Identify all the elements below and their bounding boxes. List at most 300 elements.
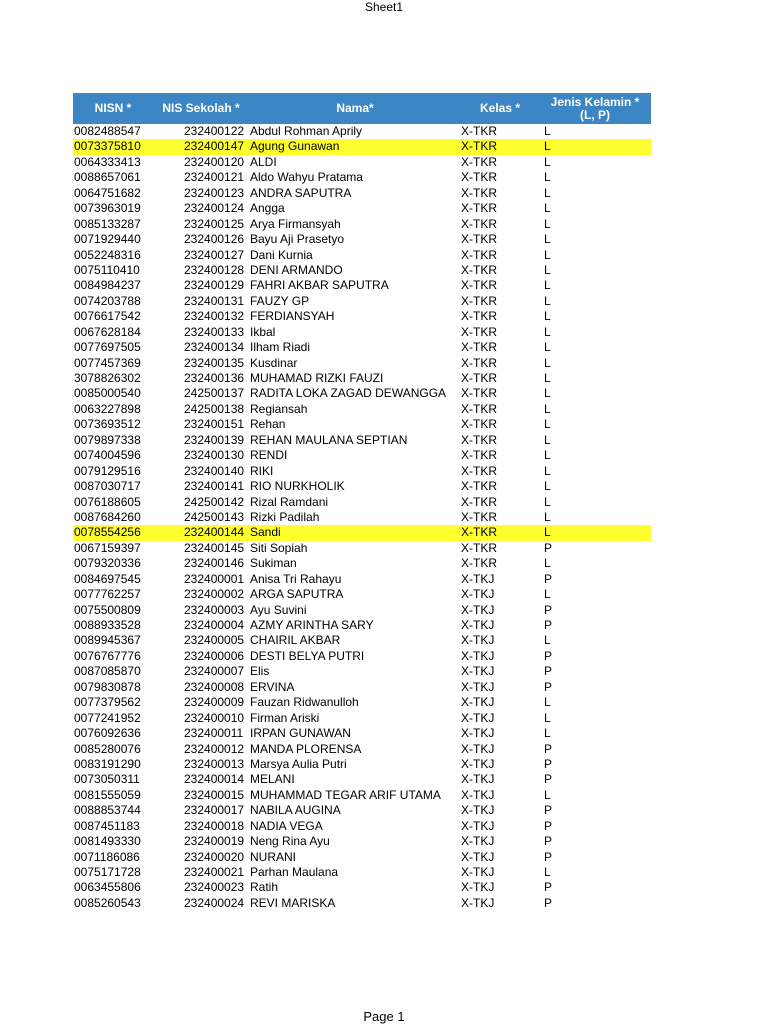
cell-kelas: X-TKR [461, 525, 497, 540]
table-row [73, 865, 651, 880]
cell-jenis-kelamin: P [544, 818, 553, 833]
table-row [73, 309, 651, 324]
cell-nis-sekolah: 232400135 [184, 355, 245, 370]
cell-nisn: 0083191290 [74, 756, 141, 771]
cell-jenis-kelamin: L [544, 139, 551, 154]
cell-kelas: X-TKJ [461, 865, 495, 879]
table-row [73, 572, 651, 587]
cell-kelas: X-TKR [461, 371, 497, 385]
cell-nis-sekolah: 232400120 [184, 154, 245, 169]
table-row [73, 819, 651, 834]
cell-jenis-kelamin: L [544, 324, 551, 339]
cell-nama: Angga [250, 201, 285, 216]
cell-nis-sekolah: 232400126 [184, 232, 245, 247]
cell-nis-sekolah: 232400005 [184, 633, 245, 648]
cell-nis-sekolah: 232400136 [184, 371, 245, 385]
cell-nama: ANDRA SAPUTRA [250, 185, 352, 200]
cell-nama: Agung Gunawan [250, 139, 340, 154]
cell-jenis-kelamin: L [544, 232, 551, 247]
cell-kelas: X-TKJ [461, 772, 495, 787]
table-row [73, 803, 651, 818]
cell-nisn: 0084697545 [74, 571, 141, 586]
cell-kelas: X-TKJ [461, 664, 495, 679]
table-row [73, 417, 651, 432]
cell-kelas: X-TKR [461, 556, 497, 571]
cell-kelas: X-TKJ [461, 695, 495, 710]
cell-nis-sekolah: 232400002 [184, 587, 245, 602]
cell-nama: AZMY ARINTHA SARY [250, 618, 374, 632]
cell-kelas: X-TKR [461, 417, 497, 432]
cell-nisn: 0087451183 [74, 818, 140, 833]
cell-nis-sekolah: 232400125 [184, 216, 245, 231]
cell-nis-sekolah: 232400011 [184, 726, 244, 741]
cell-jenis-kelamin: L [544, 371, 551, 385]
cell-kelas: X-TKJ [461, 571, 495, 586]
cell-jenis-kelamin: P [544, 648, 553, 663]
cell-jenis-kelamin: L [544, 386, 551, 401]
cell-kelas: X-TKR [461, 262, 497, 277]
cell-nisn: 0075171728 [74, 865, 141, 879]
cell-jenis-kelamin: L [544, 587, 551, 602]
cell-nis-sekolah: 232400023 [184, 880, 245, 895]
cell-nis-sekolah: 232400146 [184, 556, 245, 571]
cell-jenis-kelamin: L [544, 787, 551, 802]
cell-nis-sekolah: 232400021 [184, 865, 245, 879]
table-row [73, 664, 651, 679]
cell-jenis-kelamin: L [544, 432, 551, 447]
table-row-highlighted [73, 139, 651, 154]
cell-nisn: 0076092636 [74, 726, 141, 741]
cell-nisn: 0073963019 [74, 201, 141, 216]
table-row [73, 217, 651, 232]
cell-jenis-kelamin: L [544, 494, 551, 509]
cell-kelas: X-TKJ [461, 618, 495, 632]
cell-nama: FERDIANSYAH [250, 309, 335, 324]
cell-nama: Rehan [250, 417, 286, 432]
cell-nis-sekolah: 232400017 [184, 803, 245, 818]
cell-nisn: 0081555059 [74, 787, 141, 802]
cell-nisn: 0085000540 [74, 386, 141, 401]
table-row [73, 695, 651, 710]
cell-nisn: 0087085870 [74, 664, 141, 679]
table-row [73, 880, 651, 895]
cell-jenis-kelamin: L [544, 401, 551, 416]
cell-kelas: X-TKR [461, 386, 497, 401]
cell-nis-sekolah: 232400129 [184, 278, 245, 293]
cell-jenis-kelamin: P [544, 664, 553, 679]
cell-nis-sekolah: 232400010 [184, 710, 245, 725]
table-row [73, 356, 651, 371]
table-row [73, 248, 651, 263]
cell-nis-sekolah: 232400144 [184, 525, 245, 540]
table-row [73, 278, 651, 293]
cell-nama: Fauzan Ridwanulloh [250, 695, 359, 710]
cell-nis-sekolah: 242500142 [184, 494, 245, 509]
cell-nisn: 0085280076 [74, 741, 141, 756]
cell-nama: RIO NURKHOLIK [250, 479, 345, 494]
cell-nisn: 0075110410 [74, 262, 140, 277]
table-row [73, 556, 651, 571]
cell-jenis-kelamin: L [544, 710, 551, 725]
cell-nama: Sandi [250, 525, 281, 540]
cell-nama: Ikbal [250, 324, 276, 339]
cell-nis-sekolah: 232400141 [184, 479, 245, 494]
table-row [73, 680, 651, 695]
cell-kelas: X-TKR [461, 216, 497, 231]
cell-nama: Neng Rina Ayu [250, 834, 330, 849]
cell-nama: Parhan Maulana [250, 865, 339, 879]
cell-nama: FAUZY GP [250, 293, 310, 308]
cell-nisn: 0077762257 [74, 587, 141, 602]
cell-nis-sekolah: 232400001 [184, 571, 245, 586]
cell-nis-sekolah: 232400145 [184, 540, 245, 555]
cell-kelas: X-TKR [461, 278, 497, 293]
cell-nama: MELANI [250, 772, 295, 787]
cell-nisn: 0071929440 [74, 232, 141, 247]
cell-kelas: X-TKR [461, 247, 497, 262]
cell-nisn: 0079129516 [74, 463, 141, 478]
cell-kelas: X-TKR [461, 232, 497, 247]
cell-nis-sekolah: 232400012 [184, 741, 245, 756]
cell-nisn: 0088853744 [74, 803, 141, 818]
cell-nama: RENDI [250, 448, 288, 463]
cell-nisn: 0073375810 [74, 139, 141, 154]
cell-nama: Ayu Suvini [250, 602, 307, 617]
table-row [73, 448, 651, 463]
cell-jenis-kelamin: P [544, 540, 553, 555]
cell-nama: REVI MARISKA [250, 895, 336, 910]
table-row [73, 170, 651, 185]
cell-nama: ARGA SAPUTRA [250, 587, 344, 602]
cell-nama: MUHAMAD RIZKI FAUZI [250, 371, 384, 385]
cell-kelas: X-TKJ [461, 818, 495, 833]
cell-nis-sekolah: 232400151 [184, 417, 245, 432]
cell-nis-sekolah: 232400147 [184, 139, 245, 154]
cell-kelas: X-TKJ [461, 756, 495, 771]
cell-kelas: X-TKR [461, 494, 497, 509]
header-nisn: NISN * [94, 101, 132, 115]
cell-jenis-kelamin: P [544, 618, 553, 632]
cell-nama: Rizki Padilah [250, 509, 320, 524]
table-row [73, 371, 651, 386]
cell-nis-sekolah: 232400130 [184, 448, 245, 463]
table-row [73, 479, 651, 494]
table-row [73, 834, 651, 849]
cell-jenis-kelamin: L [544, 525, 551, 540]
table-row [73, 742, 651, 757]
cell-jenis-kelamin: L [544, 417, 551, 432]
cell-nama: Anisa Tri Rahayu [250, 571, 342, 586]
cell-nisn: 0087030717 [74, 479, 141, 494]
cell-nis-sekolah: 232400128 [184, 262, 245, 277]
cell-jenis-kelamin: L [544, 695, 551, 710]
cell-jenis-kelamin: L [544, 262, 551, 277]
cell-nisn: 0074004596 [74, 448, 141, 463]
cell-jenis-kelamin: L [544, 726, 551, 741]
cell-nisn: 0063227898 [74, 401, 141, 416]
cell-nama: Ilham Riadi [250, 340, 311, 355]
cell-kelas: X-TKR [461, 448, 497, 463]
cell-nama: ERVINA [250, 679, 295, 694]
cell-nama: Dani Kurnia [250, 247, 313, 262]
cell-kelas: X-TKJ [461, 710, 495, 725]
cell-nama: NABILA AUGINA [250, 803, 341, 818]
table-row [73, 263, 651, 278]
cell-nis-sekolah: 242500143 [184, 509, 245, 524]
cell-jenis-kelamin: L [544, 865, 551, 879]
table-row [73, 726, 651, 741]
cell-kelas: X-TKJ [461, 741, 495, 756]
cell-nis-sekolah: 232400013 [184, 756, 245, 771]
table-row [73, 386, 651, 401]
cell-nis-sekolah: 232400132 [184, 309, 245, 324]
cell-nama: Rizal Ramdani [250, 494, 329, 509]
cell-nisn: 0085260543 [74, 895, 141, 910]
cell-kelas: X-TKR [461, 154, 497, 169]
cell-nis-sekolah: 232400121 [184, 170, 245, 185]
cell-nisn: 0064751682 [74, 185, 141, 200]
cell-kelas: X-TKR [461, 401, 497, 416]
cell-nisn: 0077241952 [74, 710, 141, 725]
table-row [73, 603, 651, 618]
cell-nis-sekolah: 232400123 [184, 185, 245, 200]
table-row [73, 711, 651, 726]
cell-kelas: X-TKJ [461, 587, 495, 602]
cell-kelas: X-TKR [461, 201, 497, 216]
cell-jenis-kelamin: P [544, 849, 553, 864]
header-jenis-kelamin-title: Jenis Kelamin * [550, 94, 640, 109]
cell-nama: Firman Ariski [250, 710, 320, 725]
cell-nis-sekolah: 232400133 [184, 324, 245, 339]
cell-nama: REHAN MAULANA SEPTIAN [250, 432, 408, 447]
cell-jenis-kelamin: L [544, 154, 551, 169]
table-row [73, 402, 651, 417]
cell-jenis-kelamin: P [544, 741, 553, 756]
cell-jenis-kelamin: P [544, 803, 553, 818]
cell-nis-sekolah: 232400019 [184, 834, 245, 849]
table-row [73, 155, 651, 170]
cell-jenis-kelamin: L [544, 124, 551, 138]
cell-jenis-kelamin: L [544, 170, 551, 185]
cell-nis-sekolah: 232400007 [184, 664, 245, 679]
cell-nisn: 0082488547 [74, 124, 141, 138]
cell-jenis-kelamin: L [544, 509, 551, 524]
cell-nama: Ratih [250, 880, 279, 895]
cell-jenis-kelamin: L [544, 340, 551, 355]
header-jenis-kelamin-options: (L, P) [580, 107, 610, 122]
cell-nisn: 0079830878 [74, 679, 141, 694]
table-row [73, 850, 651, 865]
cell-nisn: 0076767776 [74, 648, 141, 663]
cell-nisn: 0071186086 [74, 849, 140, 864]
cell-kelas: X-TKR [461, 139, 497, 154]
cell-nis-sekolah: 232400139 [184, 432, 245, 447]
cell-nisn: 0073693512 [74, 417, 141, 432]
cell-nama: Kusdinar [250, 355, 298, 370]
cell-nisn: 0085133287 [74, 216, 141, 231]
cell-kelas: X-TKR [461, 540, 497, 555]
cell-nis-sekolah: 232400024 [184, 895, 245, 910]
table-row [73, 757, 651, 772]
cell-nisn: 0077457369 [74, 355, 141, 370]
cell-jenis-kelamin: L [544, 309, 551, 324]
cell-nama: Arya Firmansyah [250, 216, 341, 231]
cell-nama: RIKI [250, 463, 274, 478]
table-row [73, 788, 651, 803]
cell-kelas: X-TKR [461, 479, 497, 494]
cell-nisn: 0063455806 [74, 880, 141, 895]
cell-kelas: X-TKR [461, 170, 497, 185]
cell-nisn: 0088933528 [74, 618, 141, 632]
table-row [73, 124, 651, 139]
cell-jenis-kelamin: L [544, 278, 551, 293]
cell-kelas: X-TKR [461, 432, 497, 447]
cell-kelas: X-TKR [461, 340, 497, 355]
cell-jenis-kelamin: L [544, 185, 551, 200]
cell-kelas: X-TKJ [461, 803, 495, 818]
cell-jenis-kelamin: P [544, 679, 553, 694]
cell-jenis-kelamin: L [544, 448, 551, 463]
cell-kelas: X-TKR [461, 463, 497, 478]
table-row [73, 433, 651, 448]
cell-nis-sekolah: 232400020 [184, 849, 245, 864]
cell-nisn: 0067628184 [74, 324, 141, 339]
cell-nama: Regiansah [250, 401, 308, 416]
cell-kelas: X-TKR [461, 324, 497, 339]
table-row [73, 772, 651, 787]
header-kelas: Kelas * [479, 101, 521, 115]
table-row [73, 510, 651, 525]
cell-nis-sekolah: 232400122 [184, 124, 245, 138]
table-row [73, 649, 651, 664]
cell-nisn: 0079320336 [74, 556, 141, 571]
cell-nama: RADITA LOKA ZAGAD DEWANGGA [250, 386, 447, 401]
cell-kelas: X-TKR [461, 293, 497, 308]
cell-nisn: 0077697505 [74, 340, 141, 355]
cell-nisn: 0089945367 [74, 633, 141, 648]
cell-jenis-kelamin: L [544, 355, 551, 370]
cell-kelas: X-TKJ [461, 895, 495, 910]
cell-nama: Bayu Aji Prasetyo [250, 232, 345, 247]
cell-nama: Marsya Aulia Putri [250, 756, 347, 771]
cell-nis-sekolah: 232400018 [184, 818, 245, 833]
header-jenis-kelamin [539, 93, 651, 124]
cell-kelas: X-TKJ [461, 787, 495, 802]
cell-nama: Abdul Rohman Aprily [250, 124, 363, 138]
cell-nisn: 0076617542 [74, 309, 141, 324]
table-row [73, 541, 651, 556]
cell-nama: Siti Sopiah [250, 540, 308, 555]
cell-nis-sekolah: 232400009 [184, 695, 245, 710]
page-footer: Page 1 [363, 1009, 405, 1024]
cell-nis-sekolah: 232400006 [184, 648, 245, 663]
cell-jenis-kelamin: P [544, 772, 553, 787]
cell-nisn: 0073050311 [74, 772, 140, 787]
table-row [73, 896, 651, 911]
cell-nama: ALDI [250, 154, 277, 169]
cell-jenis-kelamin: P [544, 602, 553, 617]
cell-nisn: 0087684260 [74, 509, 141, 524]
cell-kelas: X-TKJ [461, 726, 495, 741]
table-row-highlighted [73, 525, 651, 540]
cell-nama: CHAIRIL AKBAR [250, 633, 341, 648]
cell-kelas: X-TKJ [461, 633, 495, 648]
table-row [73, 294, 651, 309]
cell-nama: NADIA VEGA [250, 818, 323, 833]
cell-nama: Aldo Wahyu Pratama [250, 170, 363, 185]
header-nama: Nama* [336, 101, 374, 115]
cell-nis-sekolah: 232400003 [184, 602, 245, 617]
cell-nisn: 3078826302 [74, 371, 141, 385]
cell-nis-sekolah: 232400124 [184, 201, 245, 216]
cell-nisn: 0075500809 [74, 602, 141, 617]
table-row [73, 633, 651, 648]
cell-nis-sekolah: 232400008 [184, 679, 245, 694]
cell-nama: NURANI [250, 849, 297, 864]
cell-nisn: 0064333413 [74, 154, 141, 169]
cell-kelas: X-TKR [461, 509, 497, 524]
table-body [73, 124, 651, 911]
cell-jenis-kelamin: P [544, 571, 553, 586]
table-row [73, 340, 651, 355]
sheet-title: Sheet1 [364, 0, 404, 14]
cell-nama: DESTI BELYA PUTRI [250, 648, 365, 663]
cell-kelas: X-TKR [461, 309, 497, 324]
cell-nama: DENI ARMANDO [250, 262, 343, 277]
cell-kelas: X-TKJ [461, 834, 495, 849]
cell-nisn: 0074203788 [74, 293, 141, 308]
cell-jenis-kelamin: L [544, 201, 551, 216]
cell-kelas: X-TKR [461, 355, 497, 370]
cell-nama: IRPAN GUNAWAN [250, 726, 351, 741]
cell-nis-sekolah: 232400134 [184, 340, 245, 355]
table-row [73, 464, 651, 479]
cell-jenis-kelamin: L [544, 633, 551, 648]
cell-jenis-kelamin: L [544, 479, 551, 494]
cell-kelas: X-TKJ [461, 602, 495, 617]
cell-nama: Elis [250, 664, 270, 679]
cell-nis-sekolah: 242500137 [184, 386, 245, 401]
cell-jenis-kelamin: L [544, 216, 551, 231]
cell-jenis-kelamin: P [544, 756, 553, 771]
cell-nisn: 0077379562 [74, 695, 141, 710]
cell-jenis-kelamin: L [544, 463, 551, 478]
cell-nisn: 0088657061 [74, 170, 141, 185]
cell-nis-sekolah: 232400131 [184, 293, 245, 308]
table-row [73, 495, 651, 510]
cell-nama: Sukiman [250, 556, 297, 571]
cell-nisn: 0052248316 [74, 247, 141, 262]
cell-nisn: 0084984237 [74, 278, 141, 293]
cell-nisn: 0067159397 [74, 540, 141, 555]
table-header [73, 93, 651, 124]
table-row [73, 186, 651, 201]
cell-nisn: 0076188605 [74, 494, 141, 509]
cell-jenis-kelamin: P [544, 880, 553, 895]
cell-nama: FAHRI AKBAR SAPUTRA [250, 278, 389, 293]
cell-nis-sekolah: 242500138 [184, 401, 245, 416]
cell-jenis-kelamin: L [544, 293, 551, 308]
cell-kelas: X-TKJ [461, 880, 495, 895]
cell-nis-sekolah: 232400014 [184, 772, 245, 787]
table-row [73, 618, 651, 633]
cell-kelas: X-TKJ [461, 679, 495, 694]
cell-nis-sekolah: 232400127 [184, 247, 245, 262]
cell-jenis-kelamin: P [544, 895, 553, 910]
cell-jenis-kelamin: L [544, 247, 551, 262]
cell-nis-sekolah: 232400140 [184, 463, 245, 478]
table-row [73, 325, 651, 340]
